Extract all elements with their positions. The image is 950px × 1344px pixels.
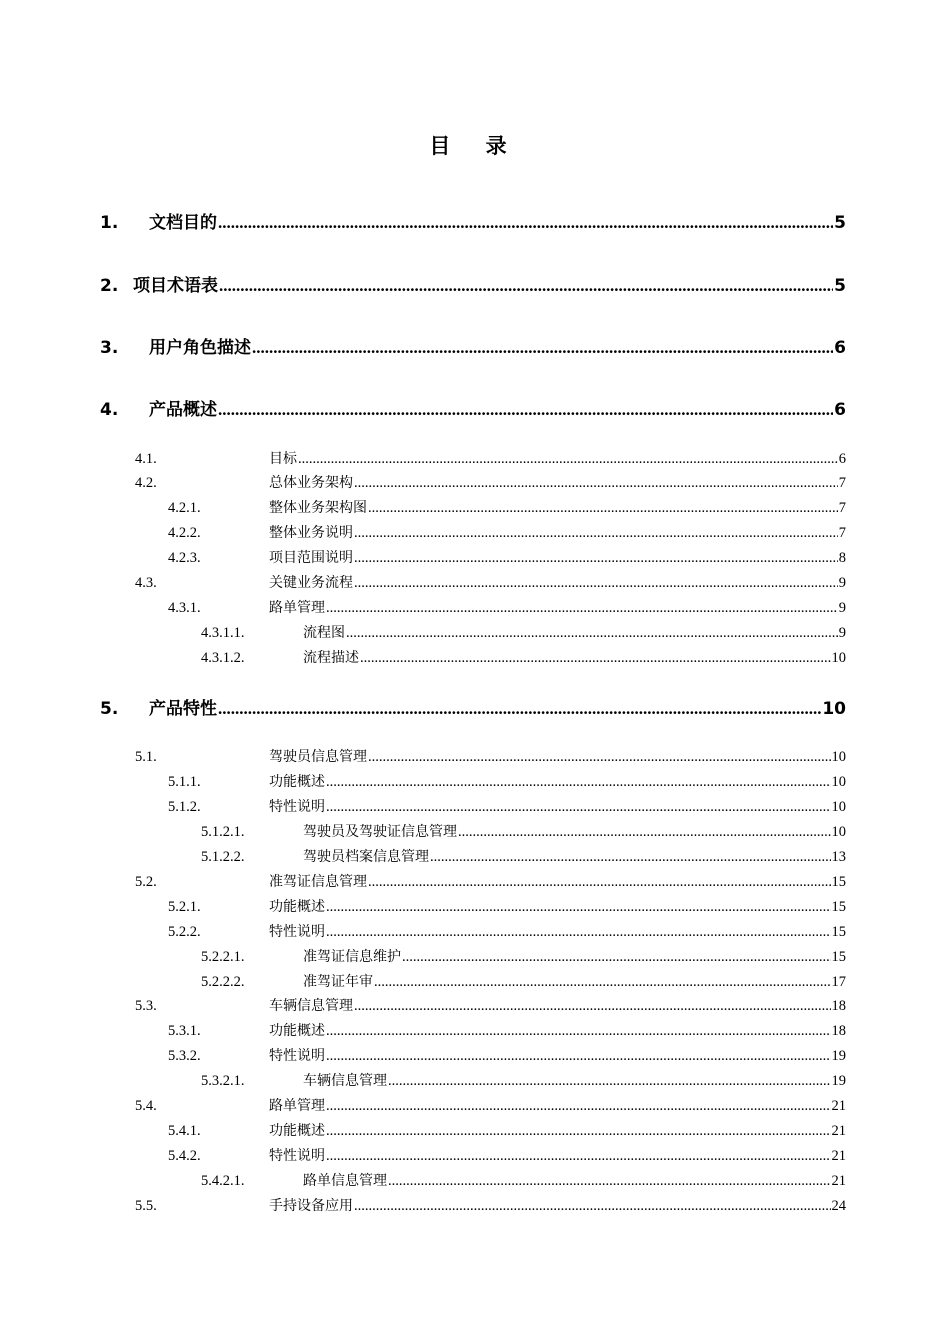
- toc-entry-number: 5.4.2.1.: [201, 1173, 245, 1189]
- toc-entry-number: 4.2.3.: [168, 550, 201, 566]
- toc-entry-page: 15: [831, 924, 846, 940]
- toc-entry[interactable]: [168, 1120, 846, 1140]
- toc-entry-page: 9: [838, 600, 846, 616]
- toc-entry-text: 准驾证信息管理: [269, 874, 367, 890]
- toc-dot-leader: [354, 575, 838, 592]
- toc-entry-text: 特性说明: [269, 799, 325, 815]
- toc-dot-leader: [388, 1073, 831, 1090]
- toc-entry-text: 手持设备应用: [269, 1198, 353, 1214]
- toc-entry-number: 5.2.2.1.: [201, 949, 245, 965]
- toc-dot-leader: [326, 799, 831, 816]
- toc-entry-text: 目标: [269, 451, 297, 467]
- toc-dot-leader: [458, 824, 831, 841]
- toc-entry-number: 3.: [100, 338, 119, 358]
- toc-entry-number: 4.2.1.: [168, 500, 201, 516]
- toc-dot-leader: [326, 1148, 831, 1165]
- toc-dot-leader: [354, 998, 831, 1015]
- toc-dot-leader: [368, 749, 831, 766]
- toc-entry-text: 特性说明: [269, 1148, 325, 1164]
- toc-entry-number: 5.: [100, 699, 119, 719]
- toc-entry[interactable]: [168, 896, 846, 916]
- toc-entry-text: 准驾证年审: [303, 974, 373, 990]
- toc-dot-leader: [360, 650, 831, 667]
- toc-entry-page: 6: [834, 400, 846, 420]
- toc-entry[interactable]: [168, 597, 846, 617]
- toc-entry-page: 21: [831, 1173, 846, 1189]
- toc-entry-text: 车辆信息管理: [269, 998, 353, 1014]
- toc-dot-leader: [326, 924, 831, 941]
- toc-dot-leader: [326, 899, 831, 916]
- toc-entry-text: 路单管理: [269, 1098, 325, 1114]
- toc-entry-text: 车辆信息管理: [303, 1073, 387, 1089]
- toc-dot-leader: [374, 974, 831, 991]
- toc-entry-text: 功能概述: [269, 1123, 325, 1139]
- toc-entry-number: 5.1.2.: [168, 799, 201, 815]
- toc-entry-page: 8: [838, 550, 846, 566]
- toc-dot-leader: [368, 874, 831, 891]
- toc-entry[interactable]: [168, 547, 846, 567]
- toc-entry-page: 15: [831, 949, 846, 965]
- toc-dot-leader: [326, 1123, 831, 1140]
- toc-entry[interactable]: [201, 821, 846, 841]
- toc-entry[interactable]: [201, 846, 846, 866]
- toc-entry-page: 19: [831, 1048, 846, 1064]
- toc-entry-page: 9: [838, 575, 846, 591]
- toc-entry-page: 18: [831, 998, 846, 1014]
- toc-entry-text: 驾驶员信息管理: [269, 749, 367, 765]
- toc-entry-text: 流程描述: [303, 650, 359, 666]
- toc-entry[interactable]: [100, 208, 846, 233]
- toc-entry-number: 5.3.2.: [168, 1048, 201, 1064]
- toc-dot-leader: [354, 1198, 831, 1215]
- toc-entry[interactable]: [135, 871, 846, 891]
- toc-entry-number: 5.2.2.2.: [201, 974, 245, 990]
- toc-entry[interactable]: [168, 1145, 846, 1165]
- toc-entry-text: 路单管理: [269, 600, 325, 616]
- toc-entry[interactable]: [100, 395, 846, 420]
- toc-entry-page: 17: [831, 974, 846, 990]
- toc-entry-number: 5.1.2.1.: [201, 824, 245, 840]
- toc-entry[interactable]: [135, 995, 846, 1015]
- toc-entry-number: 5.4.: [135, 1098, 157, 1114]
- toc-dot-leader: [346, 625, 838, 642]
- toc-entry-number: 4.3.1.1.: [201, 625, 245, 641]
- toc-entry[interactable]: [100, 333, 846, 358]
- toc-entry-number: 4.2.2.: [168, 525, 201, 541]
- toc-entry-number: 1.: [100, 213, 119, 233]
- toc-dot-leader: [252, 338, 833, 358]
- toc-entry-page: 10: [831, 749, 846, 765]
- toc-entry-page: 15: [831, 899, 846, 915]
- toc-entry-number: 5.3.1.: [168, 1023, 201, 1039]
- toc-entry[interactable]: [168, 497, 846, 517]
- toc-dot-leader: [354, 475, 838, 492]
- toc-entry-page: 7: [838, 525, 846, 541]
- toc-entry-page: 7: [838, 475, 846, 491]
- toc-entry-text: 项目术语表: [133, 276, 218, 296]
- toc-entry-text: 功能概述: [269, 899, 325, 915]
- toc-entry[interactable]: [135, 746, 846, 766]
- toc-entry[interactable]: [100, 271, 846, 296]
- toc-entry-page: 24: [831, 1198, 846, 1214]
- toc-entry[interactable]: [201, 971, 846, 991]
- toc-dot-leader: [326, 1098, 831, 1115]
- toc-entry-page: 15: [831, 874, 846, 890]
- toc-entry[interactable]: [135, 1195, 846, 1215]
- toc-dot-leader: [326, 774, 831, 791]
- toc-entry-page: 13: [831, 849, 846, 865]
- toc-entry-text: 产品特性: [149, 699, 217, 719]
- toc-entry-number: 4.3.1.: [168, 600, 201, 616]
- toc-entry-page: 21: [831, 1098, 846, 1114]
- toc-entry-number: 5.2.: [135, 874, 157, 890]
- toc-entry[interactable]: [201, 1070, 846, 1090]
- toc-entry-page: 10: [831, 799, 846, 815]
- toc-entry-page: 19: [831, 1073, 846, 1089]
- toc-dot-leader: [388, 1173, 831, 1190]
- toc-entry-text: 功能概述: [269, 774, 325, 790]
- toc-dot-leader: [326, 1048, 831, 1065]
- toc-dot-leader: [354, 550, 838, 567]
- toc-entry[interactable]: [168, 1020, 846, 1040]
- toc-entry[interactable]: [201, 647, 846, 667]
- toc-entry-text: 准驾证信息维护: [303, 949, 401, 965]
- toc-entry[interactable]: [135, 472, 846, 492]
- toc-entry-number: 4.: [100, 400, 119, 420]
- toc-title: 目 录: [429, 134, 521, 158]
- toc-dot-leader: [430, 849, 831, 866]
- toc-entry-number: 5.2.1.: [168, 899, 201, 915]
- toc-entry-number: 5.4.1.: [168, 1123, 201, 1139]
- toc-dot-leader: [219, 276, 833, 296]
- toc-dot-leader: [218, 400, 833, 420]
- toc-entry-page: 21: [831, 1148, 846, 1164]
- toc-entry-page: 9: [838, 625, 846, 641]
- toc-dot-leader: [326, 600, 838, 617]
- toc-entry-text: 总体业务架构: [269, 475, 353, 491]
- toc-entry-page: 18: [831, 1023, 846, 1039]
- toc-entry-number: 5.3.: [135, 998, 157, 1014]
- toc-entry-text: 关键业务流程: [269, 575, 353, 591]
- toc-entry-text: 功能概述: [269, 1023, 325, 1039]
- toc-entry-text: 特性说明: [269, 924, 325, 940]
- toc-entry-page: 5: [834, 276, 846, 296]
- toc-entry[interactable]: [168, 1045, 846, 1065]
- toc-entry-number: 2.: [100, 276, 119, 296]
- toc-entry-number: 4.3.: [135, 575, 157, 591]
- toc-entry[interactable]: [168, 796, 846, 816]
- toc-entry-text: 驾驶员及驾驶证信息管理: [303, 824, 457, 840]
- toc-entry-text: 流程图: [303, 625, 345, 641]
- toc-entry-text: 整体业务说明: [269, 525, 353, 541]
- toc-entry-number: 4.1.: [135, 451, 157, 467]
- toc-entry-number: 5.1.: [135, 749, 157, 765]
- toc-entry-number: 5.3.2.1.: [201, 1073, 245, 1089]
- toc-entry-number: 5.4.2.: [168, 1148, 201, 1164]
- toc-entry-text: 驾驶员档案信息管理: [303, 849, 429, 865]
- toc-dot-leader: [354, 525, 838, 542]
- toc-entry-page: 7: [838, 500, 846, 516]
- toc-entry-text: 文档目的: [149, 213, 217, 233]
- toc-dot-leader: [368, 500, 838, 517]
- toc-entry-text: 特性说明: [269, 1048, 325, 1064]
- toc-dot-leader: [218, 213, 833, 233]
- toc-entry-page: 21: [831, 1123, 846, 1139]
- toc-entry-page: 5: [834, 213, 846, 233]
- toc-dot-leader: [298, 451, 838, 468]
- toc-entry[interactable]: [201, 946, 846, 966]
- toc-entry[interactable]: [135, 448, 846, 468]
- toc-entry[interactable]: [201, 1170, 846, 1190]
- toc-entry[interactable]: [135, 1095, 846, 1115]
- toc-dot-leader: [326, 1023, 831, 1040]
- toc-entry-text: 路单信息管理: [303, 1173, 387, 1189]
- toc-entry-page: 10: [822, 699, 846, 719]
- toc-entry-page: 6: [838, 451, 846, 467]
- toc-entry-number: 5.1.2.2.: [201, 849, 245, 865]
- toc-entry-text: 用户角色描述: [149, 338, 251, 358]
- toc-entry-text: 整体业务架构图: [269, 500, 367, 516]
- toc-entry-text: 项目范围说明: [269, 550, 353, 566]
- toc-entry[interactable]: [201, 622, 846, 642]
- toc-entry-number: 5.2.2.: [168, 924, 201, 940]
- toc-dot-leader: [218, 699, 821, 719]
- toc-entry-page: 10: [831, 824, 846, 840]
- toc-entry[interactable]: [168, 921, 846, 941]
- toc-entry-number: 5.1.1.: [168, 774, 201, 790]
- toc-entry[interactable]: [168, 771, 846, 791]
- toc-entry-page: 10: [831, 650, 846, 666]
- toc-entry-number: 4.3.1.2.: [201, 650, 245, 666]
- toc-entry-page: 6: [834, 338, 846, 358]
- toc-entry[interactable]: [168, 522, 846, 542]
- toc-dot-leader: [402, 949, 831, 966]
- toc-entry-number: 4.2.: [135, 475, 157, 491]
- toc-entry[interactable]: [100, 694, 846, 719]
- toc-entry-text: 产品概述: [149, 400, 217, 420]
- toc-entry[interactable]: [135, 572, 846, 592]
- toc-entry-number: 5.5.: [135, 1198, 157, 1214]
- toc-entry-page: 10: [831, 774, 846, 790]
